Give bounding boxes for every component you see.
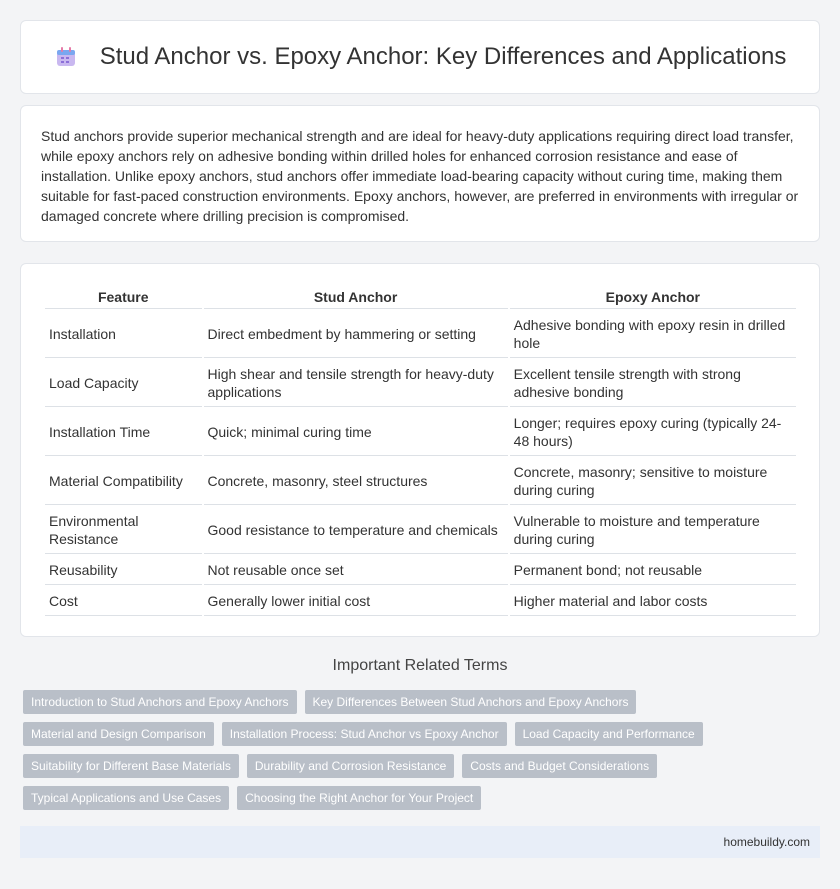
table-row — [45, 311, 796, 358]
footer — [20, 826, 820, 858]
table-cell: Installation — [45, 311, 202, 358]
table-cell: Concrete, masonry, steel structures — [204, 458, 508, 505]
table-cell: Environmental Resistance — [45, 507, 202, 554]
table-cell: Installation Time — [45, 409, 202, 456]
table-cell: Excellent tensile strength with strong adhesive bonding — [510, 360, 796, 407]
table-row — [45, 409, 796, 456]
table-cell: Cost — [45, 587, 202, 616]
table-cell: Longer; requires epoxy curing (typically 24-48 hours) — [510, 409, 796, 456]
footer-site-link[interactable]: homebuildy.com — [723, 835, 810, 849]
related-term-tag[interactable]: Material and Design Comparison — [23, 722, 214, 746]
table-cell: Not reusable once set — [204, 556, 508, 585]
comparison-table — [43, 284, 798, 618]
page-title: Stud Anchor vs. Epoxy Anchor: Key Differences and Applications — [99, 43, 787, 70]
comparison-table-card — [20, 263, 820, 637]
header-feature: Feature — [45, 286, 202, 309]
related-terms-tags — [23, 690, 823, 818]
table-cell: Quick; minimal curing time — [204, 409, 508, 456]
table-cell: Concrete, masonry; sensitive to moisture during curing — [510, 458, 796, 505]
related-term-tag[interactable]: Installation Process: Stud Anchor vs Epoxy Anchor — [222, 722, 507, 746]
header-stud-anchor: Stud Anchor — [204, 286, 508, 309]
table-row — [45, 458, 796, 505]
related-term-tag[interactable]: Suitability for Different Base Materials — [23, 754, 239, 778]
related-terms-title: Important Related Terms — [332, 657, 508, 674]
table-cell: Material Compatibility — [45, 458, 202, 505]
table-row — [45, 360, 796, 407]
related-term-tag[interactable]: Durability and Corrosion Resistance — [247, 754, 454, 778]
table-row — [45, 507, 796, 554]
table-cell: Good resistance to temperature and chemicals — [204, 507, 508, 554]
table-row — [45, 587, 796, 616]
table-cell: Reusability — [45, 556, 202, 585]
table-header-row — [45, 286, 796, 309]
intro-card — [20, 105, 820, 242]
table-cell: Permanent bond; not reusable — [510, 556, 796, 585]
related-term-tag[interactable]: Typical Applications and Use Cases — [23, 786, 229, 810]
related-term-tag[interactable]: Load Capacity and Performance — [515, 722, 703, 746]
related-term-tag[interactable]: Introduction to Stud Anchors and Epoxy Anchors — [23, 690, 297, 714]
header-card — [20, 20, 820, 94]
intro-text: Stud anchors provide superior mechanical strength and are ideal for heavy-duty applications requiring direct load transfer, while epoxy anchors rely on adhesive bonding within drilled holes for enhanced corrosion resistance and ease of installation. Unlike epoxy anchors, stud anchors offer immediate load-bearing capacity without curing time, making them suitable for fast-paced construction environments. Epoxy anchors, however, are preferred in environments with irregular or damaged concrete where drilling precision is compromised. — [41, 128, 799, 224]
table-cell: Load Capacity — [45, 360, 202, 407]
table-cell: High shear and tensile strength for heavy-duty applications — [204, 360, 508, 407]
related-term-tag[interactable]: Costs and Budget Considerations — [462, 754, 657, 778]
related-term-tag[interactable]: Key Differences Between Stud Anchors and Epoxy Anchors — [305, 690, 637, 714]
table-cell: Direct embedment by hammering or setting — [204, 311, 508, 358]
header-epoxy-anchor: Epoxy Anchor — [510, 286, 796, 309]
related-term-tag[interactable]: Choosing the Right Anchor for Your Project — [237, 786, 481, 810]
calendar-icon — [54, 45, 78, 69]
table-cell: Generally lower initial cost — [204, 587, 508, 616]
table-cell: Vulnerable to moisture and temperature during curing — [510, 507, 796, 554]
table-row — [45, 556, 796, 585]
table-cell: Adhesive bonding with epoxy resin in drilled hole — [510, 311, 796, 358]
table-cell: Higher material and labor costs — [510, 587, 796, 616]
